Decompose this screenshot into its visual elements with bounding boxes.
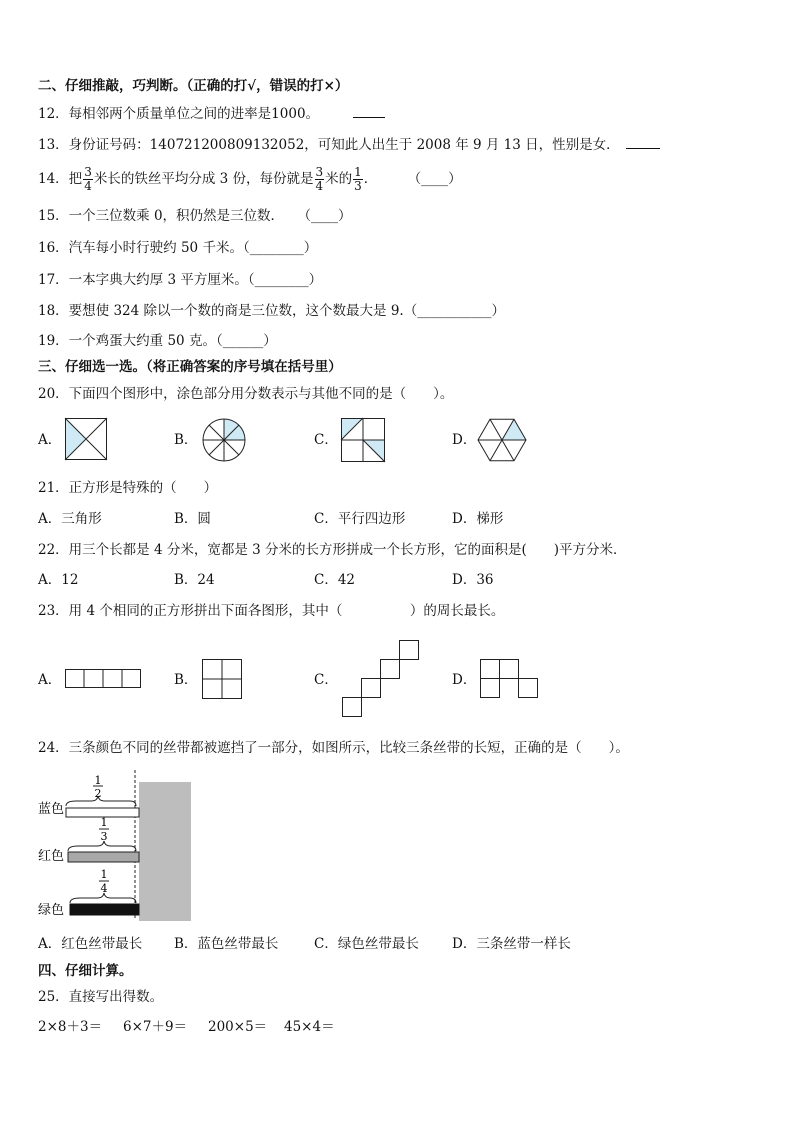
q22-option-b[interactable]: B．24 (174, 572, 215, 588)
fraction-quarter-num: 1 (100, 868, 108, 881)
q21-option-b[interactable]: B．圆 (174, 511, 211, 527)
calc-item-1: 2×8＋3＝ (38, 1019, 103, 1035)
question-12-text: 12．每相邻两个质量单位之间的进率是1000。 (38, 106, 320, 122)
calc-item-2: 6×7＋9＝ (123, 1019, 188, 1035)
question-21: 21．正方形是特殊的（ ） (38, 480, 218, 496)
q21-option-c[interactable]: C．平行四边形 (314, 511, 406, 527)
fraction-half-den: 2 (94, 787, 102, 800)
q23-figure-b (202, 659, 242, 699)
q24-option-c[interactable]: C．绿色丝带最长 (314, 936, 419, 952)
calc-item-3: 200×5＝ (208, 1019, 268, 1035)
question-14-prefix: 14．把 (38, 171, 83, 187)
q21-option-d[interactable]: D．梯形 (452, 511, 504, 527)
q24-ribbon-figure (36, 768, 196, 926)
q23-option-c[interactable]: C． (314, 672, 338, 688)
q20-option-b[interactable]: B． (174, 432, 198, 448)
answer-blank-12[interactable] (353, 105, 385, 118)
q23-option-a[interactable]: A． (38, 672, 62, 688)
calc-item-4: 45×4＝ (284, 1019, 335, 1035)
q23-option-d[interactable]: D． (452, 672, 477, 688)
label-green: 绿色 (38, 903, 65, 918)
question-15: 15．一个三位数乘 0，积仍然是三位数． （____） (38, 208, 352, 224)
question-17: 17．一本字典大约厚 3 平方厘米。（________） (38, 272, 323, 288)
q20-figure-d (477, 418, 527, 462)
fraction-third-num: 1 (100, 816, 108, 829)
q23-figure-a (65, 669, 141, 688)
section3-title: 三、仔细选一选。（将正确答案的序号填在括号里） (38, 359, 342, 375)
q20-figure-a (65, 418, 107, 460)
q20-option-c[interactable]: C． (314, 432, 338, 448)
q24-option-a[interactable]: A．红色丝带最长 (38, 936, 143, 952)
fraction-3-4-b: $\frac{3}{4}$ (315, 165, 324, 193)
q20-figure-c (341, 418, 385, 462)
fraction-third-den: 3 (100, 830, 108, 843)
question-14-suffix: ． (363, 171, 378, 187)
fraction-quarter-den: 4 (100, 882, 108, 895)
fraction-3-4: $\frac{3}{4}$ (84, 165, 92, 193)
fraction-1-3: $\frac{1}{3}$ (354, 165, 362, 193)
q23-figure-c (342, 640, 420, 718)
question-13-text: 13．身份证号码：140721200809132052，可知此人出生于 2008 年 9 月 13 日，性别是女． (38, 137, 620, 153)
q22-option-c[interactable]: C．42 (314, 572, 356, 588)
question-18: 18．要想使 324 除以一个数的商是三位数，这个数最大是 9.（___________） (38, 303, 505, 319)
cover-panel (139, 782, 191, 921)
answer-paren-14[interactable]: （____） (407, 171, 462, 187)
question-12 (38, 105, 385, 122)
fraction-half-num: 1 (94, 774, 102, 787)
q20-figure-b (202, 418, 246, 462)
question-20: 20．下面四个图形中，涂色部分用分数表示与其他不同的是（ ）。 (38, 386, 454, 402)
question-25: 25．直接写出得数。 (38, 989, 164, 1005)
section2-title: 二、仔细推敲，巧判断。（正确的打√，错误的打×） (38, 78, 349, 94)
q24-option-d[interactable]: D．三条丝带一样长 (452, 936, 571, 952)
q22-option-d[interactable]: D．36 (452, 572, 494, 588)
q20-option-a[interactable]: A． (38, 432, 62, 448)
question-19: 19．一个鸡蛋大约重 50 克。（______） (38, 333, 277, 349)
label-red: 红色 (38, 849, 65, 864)
label-blue: 蓝色 (38, 802, 65, 817)
question-23: 23．用 4 个相同的正方形拼出下面各图形，其中（ ）的周长最长。 (38, 603, 505, 619)
question-24: 24．三条颜色不同的丝带都被遮挡了一部分，如图所示，比较三条丝带的长短，正确的是（ ）。 (38, 740, 629, 756)
question-14-mid1: 米长的铁丝平均分成 3 份，每份就是 (93, 171, 314, 187)
answer-blank-13[interactable] (626, 136, 660, 149)
q24-option-b[interactable]: B．蓝色丝带最长 (174, 936, 279, 952)
question-13 (38, 136, 660, 153)
q21-option-a[interactable]: A．三角形 (38, 511, 102, 527)
question-22: 22．用三个长都是 4 分米，宽都是 3 分米的长方形拼成一个长方形，它的面积是( )平方分米． (38, 542, 627, 558)
q23-figure-d (480, 659, 540, 699)
question-14-mid2: 米的 (325, 171, 353, 187)
q20-option-d[interactable]: D． (452, 432, 477, 448)
question-14 (38, 162, 462, 196)
q22-option-a[interactable]: A．12 (38, 572, 79, 588)
question-16: 16．汽车每小时行驶约 50 千米。（________） (38, 240, 318, 256)
q23-option-b[interactable]: B． (174, 672, 198, 688)
section4-title: 四、仔细计算。 (38, 963, 133, 979)
